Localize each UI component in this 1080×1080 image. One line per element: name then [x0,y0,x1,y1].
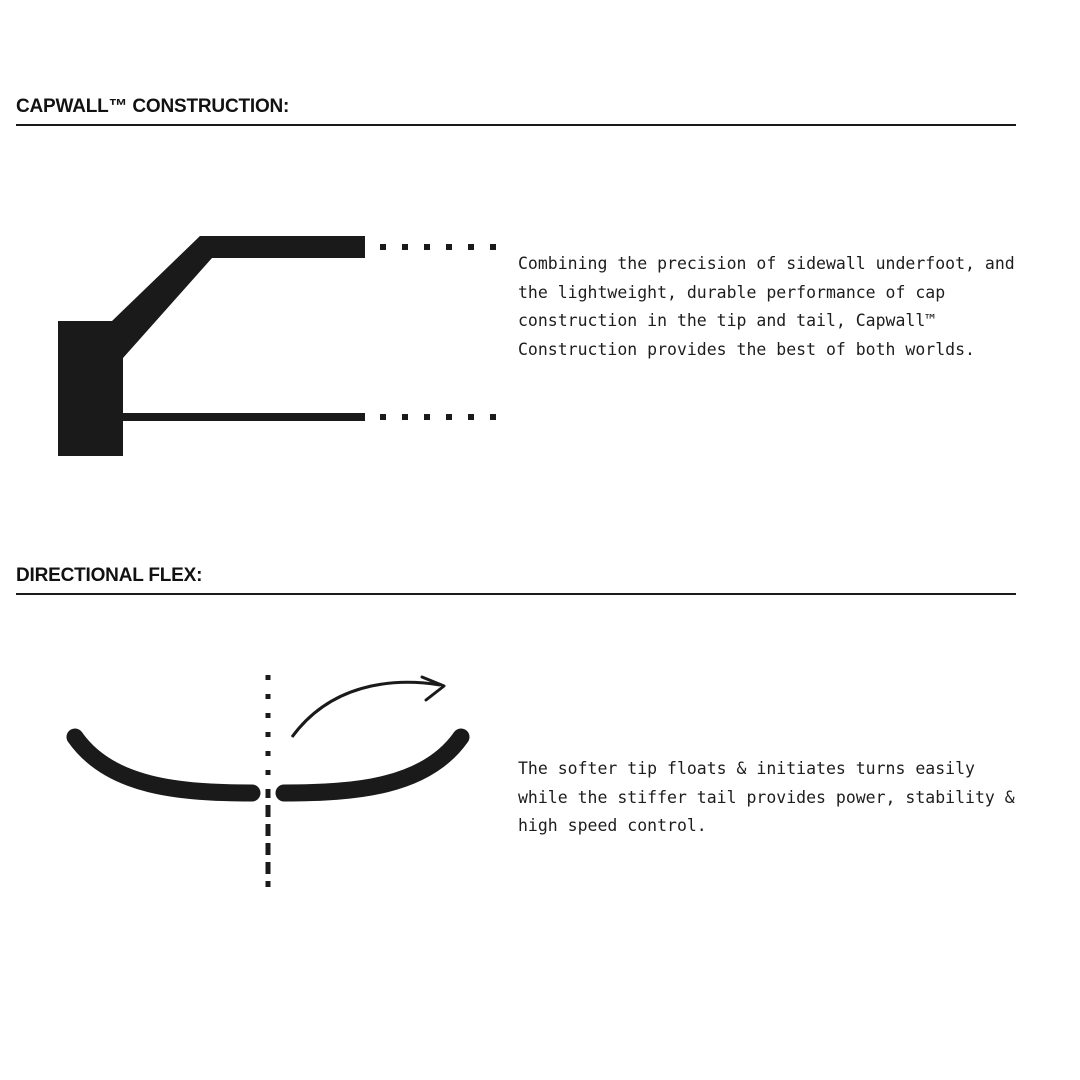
dotted-line-top [380,244,496,250]
flex-arrow [292,677,444,737]
directional-flex-diagram [40,675,480,1010]
capwall-description: Combining the precision of sidewall underfoot, and the lightweight, durable performance of cap construction in the tip and tail, Capwall™ Construction provides the best of both worlds. [518,254,1015,359]
divider-directional-flex [16,593,1016,595]
section-header-directional-flex [16,565,1016,595]
capwall-cross-section-diagram [40,206,500,461]
page-title-directional-flex: DIRECTIONAL FLEX: [16,565,203,586]
divider-capwall [16,124,1016,126]
directional-flex-description: The softer tip floats & initiates turns easily while the stiffer tail provides power, stability & high speed control. [518,759,1015,835]
section-header-capwall [16,96,1016,126]
page-title-capwall: CAPWALL™ CONSTRUCTION: [16,96,290,117]
dotted-line-bottom [380,414,496,420]
